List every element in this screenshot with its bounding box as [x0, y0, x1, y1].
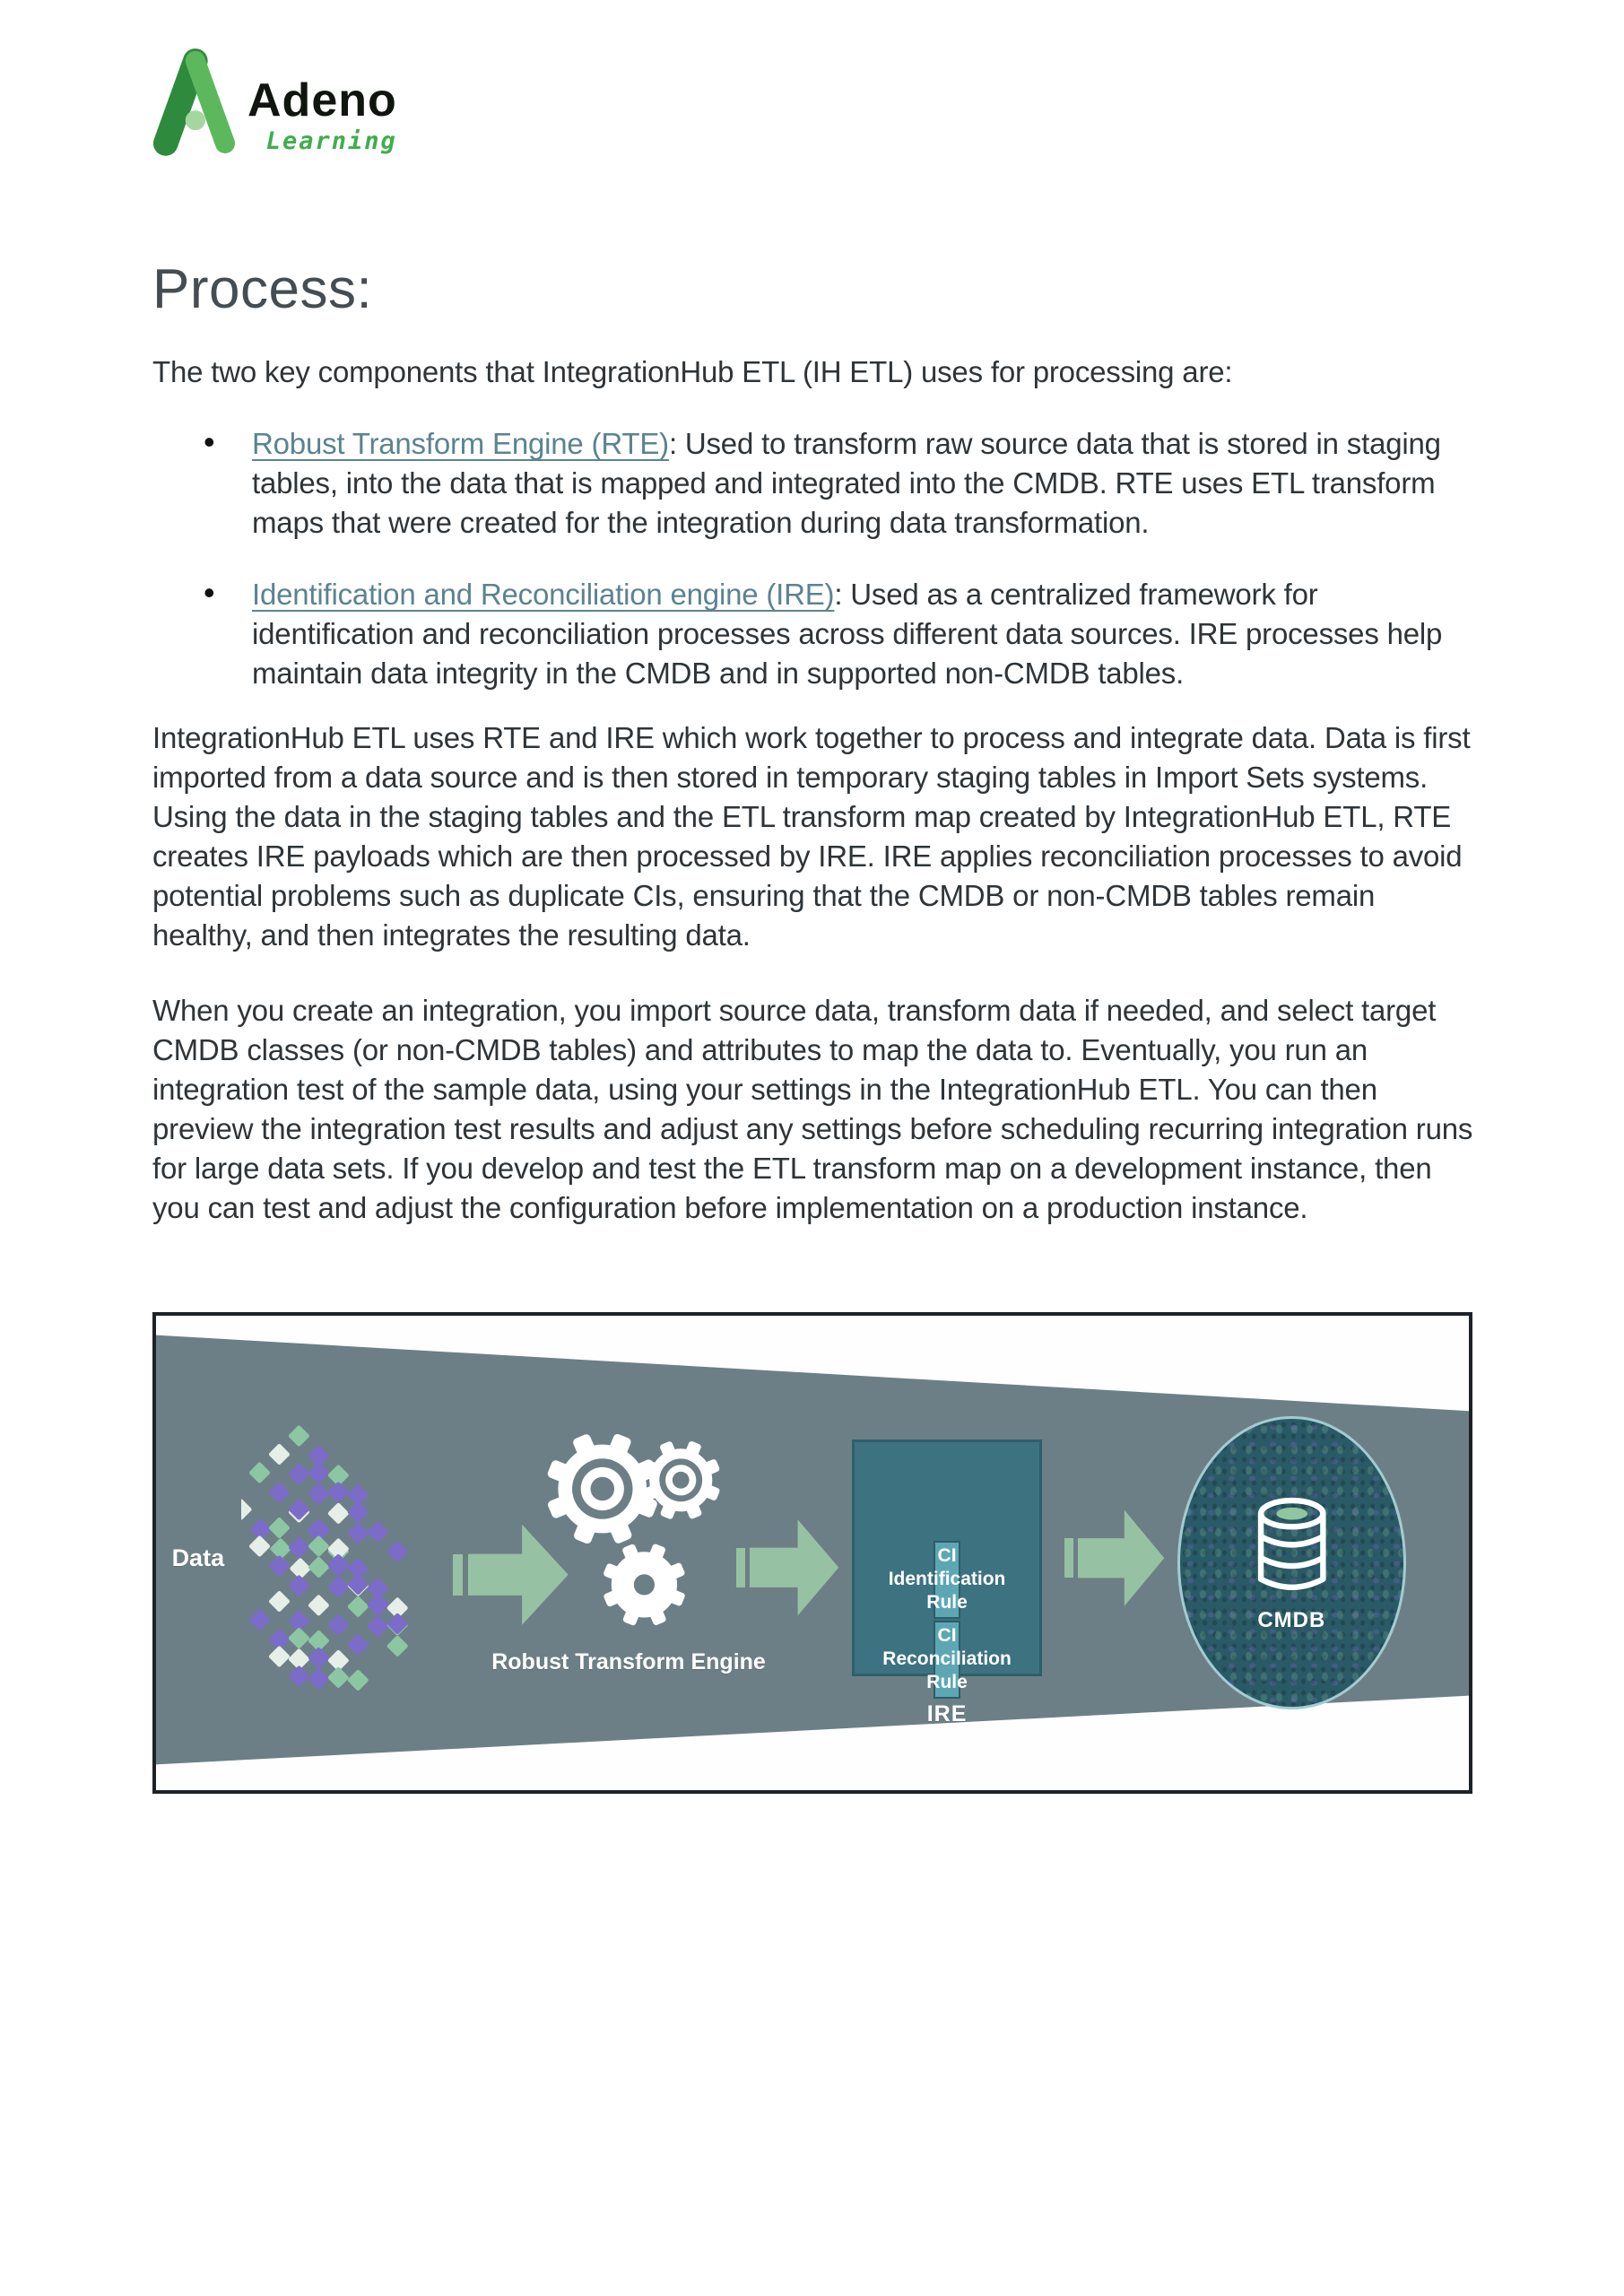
list-item-rte — [252, 424, 1480, 543]
ci-reconciliation-rule-box: CI Reconciliation Rule — [934, 1621, 961, 1699]
ci-identification-rule-box: CI Identification Rule — [934, 1541, 961, 1619]
arrow-tail — [1064, 1538, 1073, 1578]
ire-rules-box — [852, 1439, 1042, 1693]
ire-description: : Used as a centralized framework for identification and reconciliation processes across different data sources. IRE processes help maintain data integrity in the CMDB and in supported non-CMDB tables. — [252, 578, 1443, 691]
intro-paragraph: The two key components that IntegrationHub ETL (IH ETL) uses for processing are: — [152, 355, 1233, 389]
data-label: Data — [171, 1544, 225, 1572]
integration-paragraph: When you create an integration, you import source data, transform data if needed, and select target CMDB classes (or non-CMDB tables) and attributes to map the data to. Eventually, you run an integration test of the sample data, using your settings in the IntegrationHub ETL. You can then preview the integration test results and adjust any settings before scheduling recurring integration runs for large data sets. If you develop and test the ETL transform map on a development instance, then you can test and adjust the configuration before implementation on a production instance. — [152, 994, 1473, 1225]
ire-label: IRE — [926, 1700, 968, 1726]
ire-link[interactable]: Identification and Reconciliation engine (IRE) — [252, 578, 835, 612]
rte-engine-label: Robust Transform Engine — [491, 1648, 766, 1674]
arrow-head — [750, 1516, 838, 1620]
arrow-tail — [736, 1548, 745, 1587]
rte-description: : Used to transform raw source data that is stored in staging tables, into the data that is mapped and integrated into the CMDB. RTE uses ETL transform maps that were created for the integration during data transformation. — [252, 427, 1441, 540]
list-item-ire — [252, 575, 1480, 693]
arrow-head — [1078, 1506, 1165, 1610]
process-paragraph: IntegrationHub ETL uses RTE and IRE which work together to process and integrate data. Data is first imported from a data source and is then stored in temporary staging tables in Import Sets systems. Using the data in the staging tables and the ETL transform map created by IntegrationHub ETL, RTE creates IRE payloads which are then processed by IRE. IRE applies reconciliation processes to avoid potential problems such as duplicate CIs, ensuring that the CMDB or non-CMDB tables remain healthy, and then integrates the resulting data. — [152, 721, 1471, 952]
arrow-tail — [453, 1554, 464, 1596]
database-icon — [1243, 1492, 1341, 1600]
cmdb-node — [1177, 1416, 1406, 1710]
cmdb-label: CMDB — [1257, 1607, 1326, 1632]
etl-process-diagram — [152, 1312, 1472, 1794]
gears-icon — [534, 1411, 726, 1657]
rte-link[interactable]: Robust Transform Engine (RTE) — [252, 427, 669, 461]
flow-arrow-icon — [1064, 1506, 1164, 1610]
logo-text — [248, 47, 397, 155]
adeno-logo-icon — [152, 47, 235, 156]
flow-arrow-icon — [736, 1516, 838, 1620]
logo — [152, 47, 1480, 172]
logo-tagline: Learning — [265, 127, 397, 155]
key-components-list — [152, 424, 1480, 693]
logo-name: Adeno — [248, 74, 397, 126]
page-title: Process: — [152, 258, 373, 320]
